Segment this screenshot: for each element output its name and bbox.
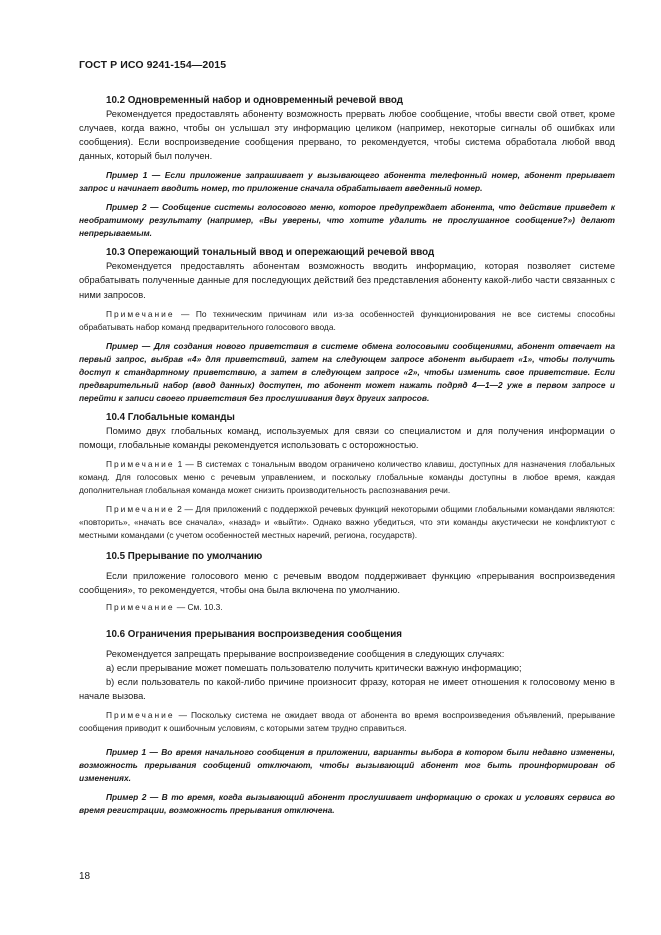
section-10-6-item-b: b) если пользователь по какой-либо причине произносит фразу, которая не имеет отношения к голосовому меню в начале вызова. [79,677,615,702]
section-10-6-paragraph: Рекомендуется запрещать прерывание воспроизведение сообщения в следующих случаях: [106,649,505,660]
section-10-4-note-1 [79,458,615,497]
section-10-5-heading: 10.5 Прерывание по умолчанию [106,550,263,562]
note-label: Примечание [106,503,175,514]
section-10-6-item-a: a) если прерывание может помешать пользователю получить критически важную информацию; [106,663,522,674]
page-number: 18 [79,871,91,882]
note-text: — Поскольку система не ожидает ввода от абонента во время воспроизведения объявлений, прерывание сообщения приводит к ошибочным условиям, с которыми затем трудно справиться. [79,710,615,734]
section-10-6-example-2: Пример 2 — В то время, когда вызывающий абонент прослушивает информацию о сроках и условиях сервиса во время регистрации, возможность прерывания отключена. [79,792,615,816]
section-10-2-heading: 10.2 Одновременный набор и одновременный речевой ввод [106,95,403,106]
note-label: Примечание [106,710,175,721]
section-10-6-note [79,709,615,735]
section-10-4-paragraph: Помимо двух глобальных команд, используемых для связи со специалистом и для получения информации о помощи, глобальные команды рекомендуется использовать с осторожностью. [79,425,615,450]
section-10-5-note [79,601,615,614]
document-header: ГОСТ Р ИСО 9241-154—2015 [79,59,227,71]
section-10-6-example-1: Пример 1 — Во время начального сообщения в приложении, варианты выбора в котором были недавно изменены, возможность прерывания сообщений отключают, чтобы вызывающий абонент мог быть проинформирован об изменениях. [79,747,615,784]
note-label: Примечание [106,458,175,469]
note-text: — По техническим причинам или из-за особенностей функционирования не все системы способны обрабатывать набор команд предварительного голосового ввода. [79,308,615,332]
section-10-2-example-1: Пример 1 — Если приложение запрашивает у вызывающего абонента телефонный номер, абонент прерывает запрос и начинает вводить номер, то приложение сначала обрабатывает введенный номер. [79,170,615,194]
note-text: 2 — Для приложений с поддержкой речевых функций некоторыми общими глобальными командами являются: «повторить», «начать все сначала», «назад» и «выйти». Однако важно убедиться, что эти команды акустически не конфликтуют с местными командами (с учетом особенностей местных наречий, региона, государств). [79,503,615,540]
section-10-5-paragraph: Если приложение голосового меню с речевым вводом поддерживает функцию «прерывания воспроизведения сообщения», то рекомендуется, чтобы она была включена по умолчанию. [79,570,615,595]
section-10-3-note [79,308,615,334]
note-text: — См. 10.3. [174,602,223,613]
section-10-2-example-2: Пример 2 — Сообщение системы голосового меню, которое предупреждает абонента, что действие приведет к необратимому результату (например, «Вы уверены, что хотите удалить не прослушанное сообщение?») делают непрерываемым. [79,202,615,239]
page-content [79,94,615,817]
section-10-3-example: Пример — Для создания нового приветствия в системе обмена голосовыми сообщениями, абонент отвечает на первый запрос, выбрав «4» для приветствий, затем на следующем запросе абонент выбирает «1», чтобы получить доступ к стандартному приветствию, а затем в следующем запросе «2», чтобы изменить свое приветствие. Если предварительный набор (ввод данных) доступен, то абонент может нажать подряд 4—1—2 уже в первом запросе и перейти к записи своего приветствия без прослушивания двух других запросов. [79,340,615,403]
note-text: 1 — В системах с тональным вводом ограничено количество клавиш, доступных для назначения глобальных команд. Для голосовых меню с речевым управлением, и поскольку глобальные команды доступны в любое время, каждая дополнительная глобальная команда может снизить производительность распознавания речи. [79,458,615,495]
section-10-2-paragraph: Рекомендуется предоставлять абоненту возможность прервать любое сообщение, чтобы ввести свой ответ, кроме случаев, когда важно, чтобы он услышал эту информацию целиком (например, некоторые сигналы об ошибках или сообщения). Если воспроизведение сообщения прервано, то рекомендуется, чтобы система обработала любой ввод данных, который был получен. [79,109,615,162]
note-label: Примечание [106,602,175,613]
note-label: Примечание [106,308,175,319]
section-10-3-heading: 10.3 Опережающий тональный ввод и опережающий речевой ввод [106,247,435,259]
section-10-3-paragraph: Рекомендуется предоставлять абонентам возможность вводить информацию, которая позволяет системе обрабатывать полученные данные для последующих действий без представления абоненту какой-либо части связанных с ними запросов. [79,261,615,300]
section-10-4-note-2 [79,503,615,542]
section-10-4-heading: 10.4 Глобальные команды [106,411,235,423]
section-10-6-heading: 10.6 Ограничения прерывания воспроизведения сообщения [106,629,403,641]
